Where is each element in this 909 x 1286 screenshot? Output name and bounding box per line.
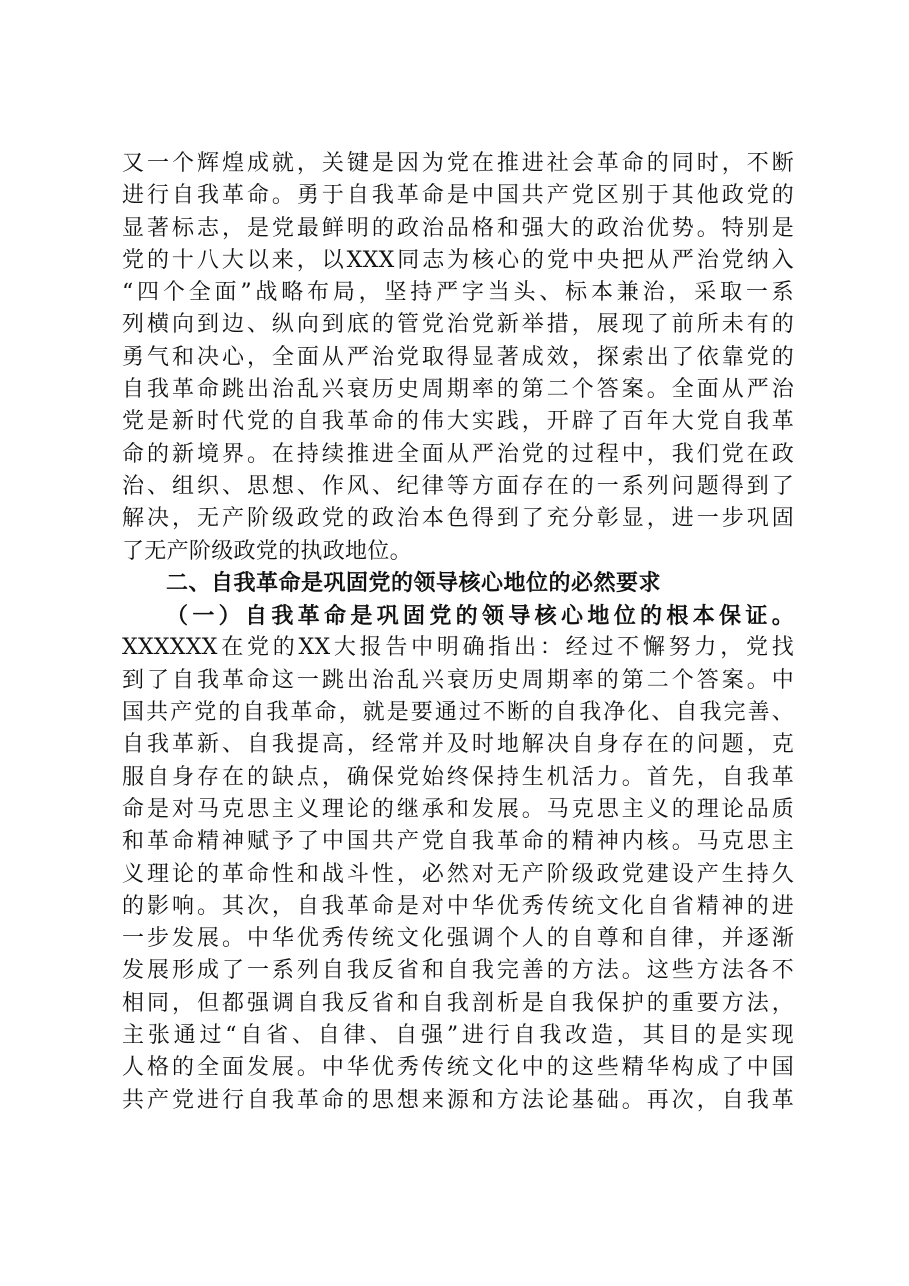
text-line: 自我革命跳出治乱兴衰历史周期率的第二个答案。全面从严治: [122, 377, 794, 403]
section-paragraph: [122, 632, 794, 1116]
text-line: 的影响。其次，自我革命是对中华优秀传统文化自省精神的进: [122, 893, 794, 919]
text-line: 治、组织、思想、作风、纪律等方面存在的一系列问题得到了: [122, 473, 794, 499]
text-line: 发展形成了一系列自我反省和自我完善的方法。这些方法各不: [122, 958, 794, 984]
text-line: 义理论的革命性和战斗性，必然对无产阶级政党建设产生持久: [122, 861, 794, 887]
text-line: 列横向到边、纵向到底的管党治党新举措，展现了前所未有的: [122, 312, 794, 338]
text-line: 一步发展。中华优秀传统文化强调个人的自尊和自律，并逐渐: [122, 926, 794, 952]
text-line: 显著标志，是党最鲜明的政治品格和强大的政治优势。特别是: [122, 215, 794, 241]
text-line: 自我革新、自我提高，经常并及时地解决自身存在的问题，克: [122, 732, 794, 758]
paragraph-continued: [122, 148, 794, 568]
text-line: 共产党进行自我革命的思想来源和方法论基础。再次，自我革: [122, 1087, 794, 1113]
text-line: 人格的全面发展。中华优秀传统文化中的这些精华构成了中国: [122, 1055, 794, 1081]
text-line: 命是对马克思主义理论的继承和发展。马克思主义的理论品质: [122, 796, 794, 822]
text-line: XXXXXX在党的XX大报告中明确指出：经过不懈努力，党找: [122, 635, 794, 661]
subsection-heading: （一）自我革命是巩固党的领导核心地位的根本保证。: [166, 603, 794, 630]
document-body: [122, 148, 794, 1117]
text-line: 和革命精神赋予了中国共产党自我革命的精神内核。马克思主: [122, 829, 794, 855]
section-heading: 二、自我革命是巩固党的领导核心地位的必然要求: [166, 570, 662, 596]
text-line: 服自身存在的缺点，确保党始终保持生机活力。首先，自我革: [122, 764, 794, 790]
text-line: 又一个辉煌成就，关键是因为党在推进社会革命的同时，不断: [122, 151, 794, 176]
text-line: 进行自我革命。勇于自我革命是中国共产党区别于其他政党的: [122, 183, 794, 209]
text-line: 解决，无产阶级政党的政治本色得到了充分彰显，进一步巩固: [122, 506, 794, 532]
text-line: 勇气和决心，全面从严治党取得显著成效，探索出了依靠党的: [122, 344, 794, 370]
text-line: 命的新境界。在持续推进全面从严治党的过程中，我们党在政: [122, 441, 794, 467]
text-line: 国共产党的自我革命，就是要通过不断的自我净化、自我完善、: [122, 700, 794, 726]
text-line: “四个全面”战略布局，坚持严字当头、标本兼治，采取一系: [122, 280, 794, 306]
text-line: 党的十八大以来，以XXX同志为核心的党中央把从严治党纳入: [122, 247, 794, 273]
text-line: 了无产阶级政党的执政地位。: [122, 538, 412, 564]
text-line: 到了自我革命这一跳出治乱兴衰历史周期率的第二个答案。中: [122, 667, 794, 693]
text-line: 党是新时代党的自我革命的伟大实践，开辟了百年大党自我革: [122, 409, 794, 435]
text-line: 相同，但都强调自我反省和自我剖析是自我保护的重要方法，: [122, 990, 794, 1016]
text-line: 主张通过“自省、自律、自强”进行自我改造，其目的是实现: [122, 1023, 794, 1049]
